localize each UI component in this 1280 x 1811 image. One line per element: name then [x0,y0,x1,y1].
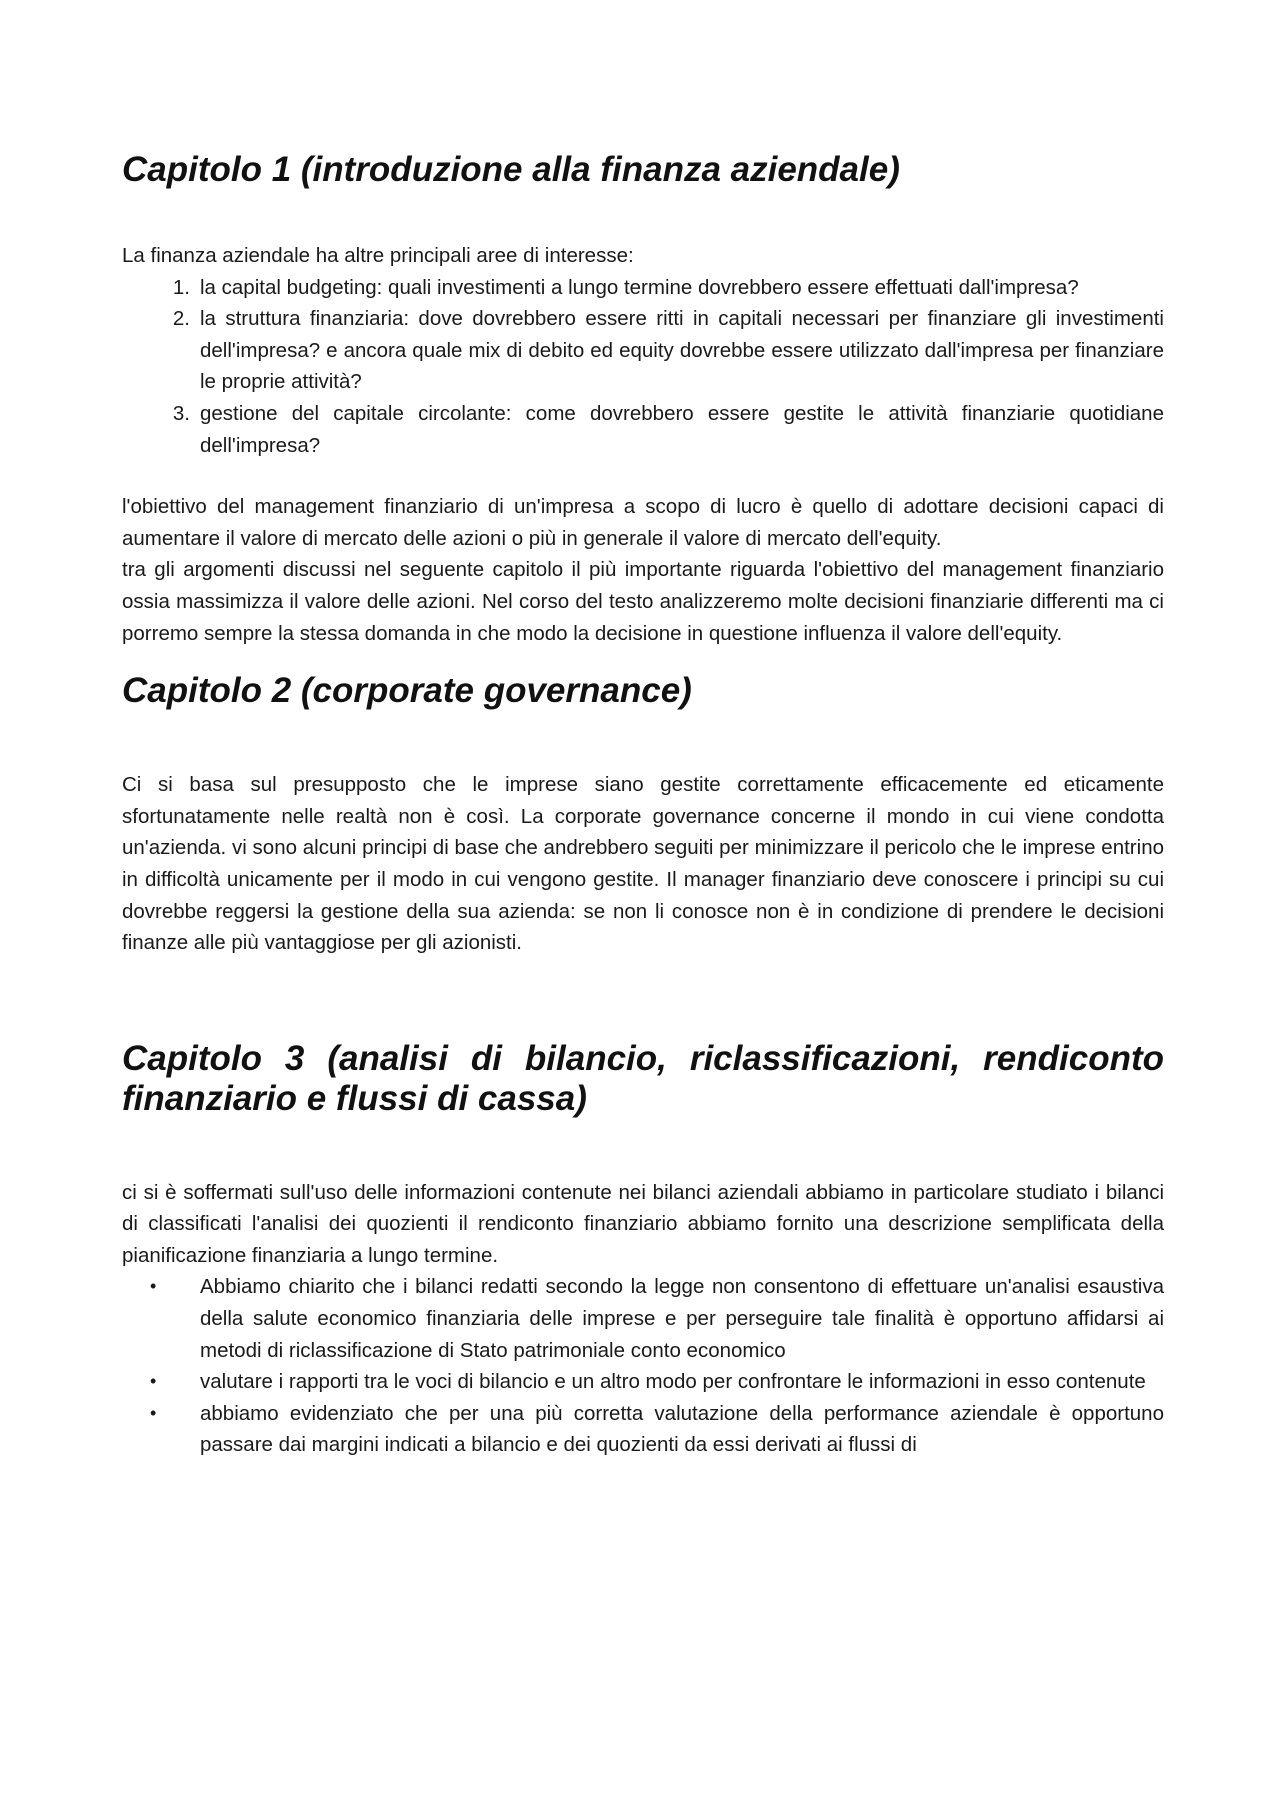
list-item [172,398,1164,461]
document-content [122,150,1164,1461]
list-item [172,272,1164,304]
chapter-2-title: Capitolo 2 (corporate governance) [122,671,692,711]
list-item-number: 1. [172,275,190,299]
chapter-3-paragraph: ci si è soffermati sull'uso delle informazioni contenute nei bilanci aziendali abbiamo in particolare studiato i bilanci di classificati l'analisi dei quozienti il rendiconto finanziario abbiamo fornito una descrizione semplificata della pianificazione finanziaria a lungo termine. [122,1180,1164,1267]
list-item-number: 3. [172,401,190,425]
bullet-icon: • [150,1371,157,1392]
list-item-text: valutare i rapporti tra le voci di bilancio e un altro modo per confrontare le informazioni in esso contenute [200,1370,1146,1394]
bullet-icon: • [150,1402,157,1423]
chapter-1-title: Capitolo 1 (introduzione alla finanza aziendale) [122,150,900,189]
list-item [150,1271,1164,1366]
chapter-1-intro: La finanza aziendale ha altre principali aree di interesse: [122,244,634,267]
chapter-1-paragraph-1: l'obiettivo del management finanziario di un'impresa a scopo di lucro è quello di adottare decisioni capaci di aumentare il valore di mercato delle azioni o più in generale il valore di mercato dell'equity. [122,495,1164,550]
list-item-number: 2. [172,307,190,331]
chapter-1-numbered-list [122,272,1164,462]
chapter-3-bullet-list [122,1271,1164,1461]
chapter-2-paragraph: Ci si basa sul presupposto che le imprese siano gestite correttamente efficacemente ed eticamente sfortunatamente nelle realtà non è così. La corporate governance concerne il mondo in cui viene condotta un'azienda. vi sono alcuni principi di base che andrebbero seguiti per minimizzare il pericolo che le imprese entrino in difficoltà unicamente per il modo in cui vengono gestite. Il manager finanziario deve conoscere i principi su cui dovrebbe reggersi la gestione della sua azienda: se non li conosce non è in condizione di prendere le decisioni finanze alle più vantaggiose per gli azionisti. [122,773,1164,955]
chapter-1-paragraph-2: tra gli argomenti discussi nel seguente capitolo il più importante riguarda l'obiettivo del management finanziario ossia massimizza il valore delle azioni. Nel corso del testo analizzeremo molte decisioni finanziarie differenti ma ci porremo sempre la stessa domanda in che modo la decisione in questione influenza il valore dell'equity. [122,558,1164,645]
list-item-text: la capital budgeting: quali investimenti a lungo termine dovrebbero essere effettuati dall'impresa? [200,275,1079,299]
list-item-text: la struttura finanziaria: dove dovrebbero essere ritti in capitali necessari per finanziare gli investimenti dell'impresa? e ancora quale mix di debito ed equity dovrebbe essere utilizzato dall'impresa per finanziare le proprie attività? [200,307,1164,394]
chapter-3-title: Capitolo 3 (analisi di bilancio, riclassificazioni, rendiconto finanziario e flussi di cassa) [122,1038,1164,1118]
list-item-text: abbiamo evidenziato che per una più corretta valutazione della performance aziendale è opportuno passare dai margini indicati a bilancio e dei quozienti da essi derivati ai flussi di [200,1401,1164,1457]
list-item-text: Abbiamo chiarito che i bilanci redatti secondo la legge non consentono di effettuare un'analisi esaustiva della salute economico finanziaria delle imprese e per perseguire tale finalità è opportuno affidarsi ai metodi di riclassificazione di Stato patrimoniale conto economico [200,1275,1164,1362]
list-item [150,1366,1164,1398]
list-item-text: gestione del capitale circolante: come dovrebbero essere gestite le attività finanziarie quotidiane dell'impresa? [200,401,1164,457]
bullet-icon: • [150,1276,157,1297]
list-item [150,1398,1164,1461]
list-item [172,303,1164,398]
